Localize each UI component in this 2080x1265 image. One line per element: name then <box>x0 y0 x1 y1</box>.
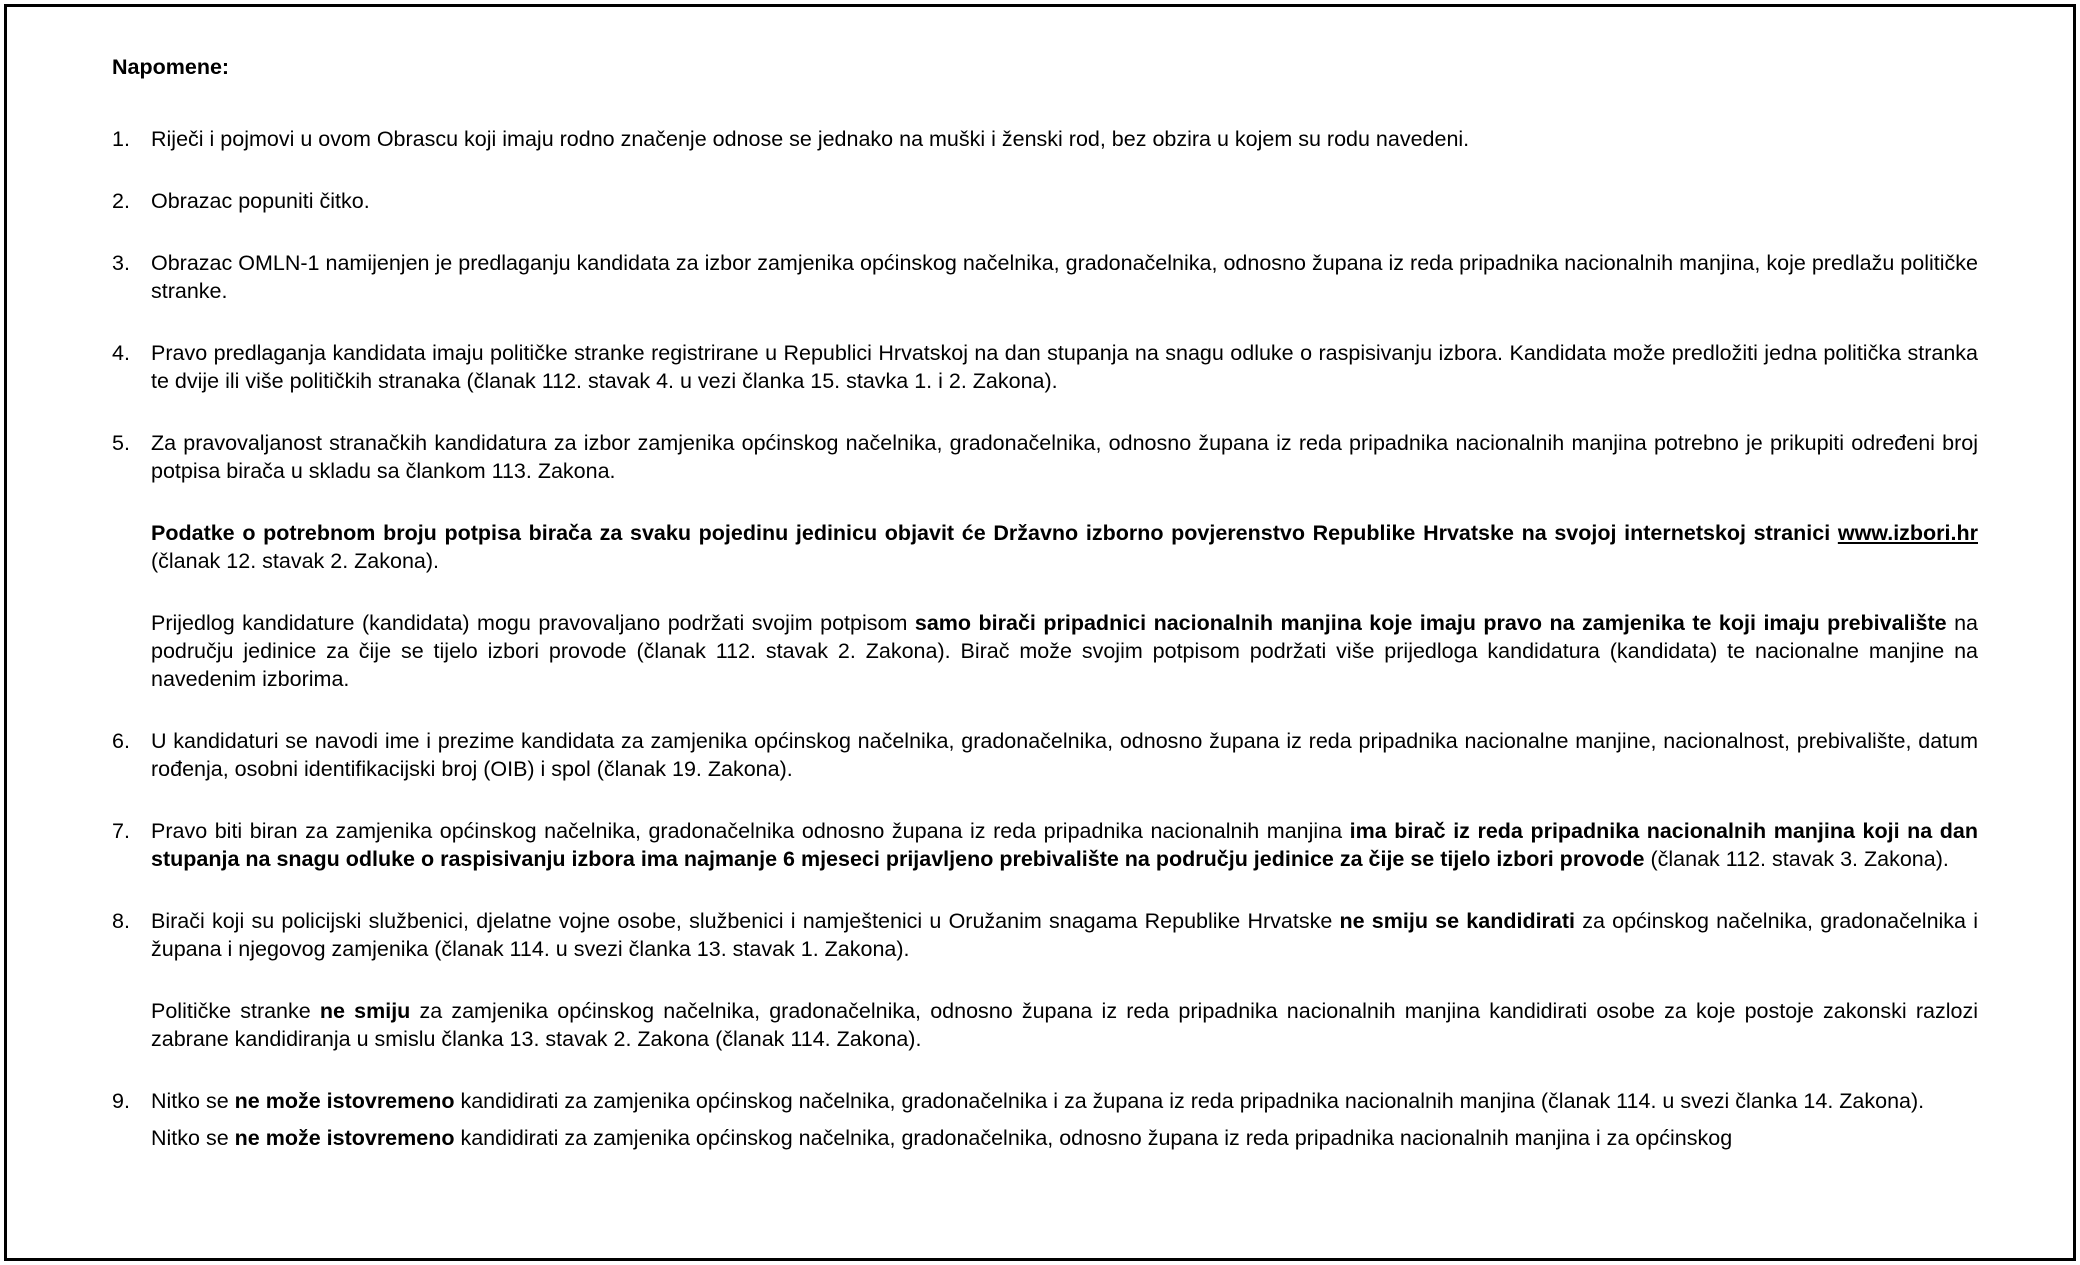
text-segment: ne smiju <box>319 999 411 1023</box>
izbori-link[interactable]: www.izbori.hr <box>1837 521 1978 545</box>
text-segment: Prijedlog kandidature (kandidata) mogu pravovaljano podržati svojim potpisom <box>151 611 915 635</box>
text-segment: na području jedinice za čije se tijelo izbori provode (članak 112. stavak 2. Zakona). Birač može svojim potpisom podržati više prijedloga kandidatura (kandidata) te nacionalne manjine na navedenim izborima. <box>151 611 1978 691</box>
notes-list <box>112 125 1978 1152</box>
note-number: 6. <box>112 729 130 753</box>
text-segment: Obrazac popuniti čitko. <box>151 189 370 213</box>
note-number: 5. <box>112 431 130 455</box>
note-paragraph <box>151 429 1978 485</box>
text-segment: Pravo predlaganja kandidata imaju političke stranke registrirane u Republici Hrvatskoj na dan stupanja na snagu odluke o raspisivanju izbora. Kandidata može predložiti jedna politička stranka te dvije ili više političkih stranaka (članak 112. stavak 4. u vezi članka 15. stavka 1. i 2. Zakona). <box>151 341 1978 393</box>
note-item <box>112 125 1978 153</box>
note-item <box>112 907 1978 1053</box>
note-number: 4. <box>112 341 130 365</box>
text-segment: (članak 12. stavak 2. Zakona). <box>151 549 440 573</box>
note-paragraph <box>151 817 1978 873</box>
note-paragraph <box>151 339 1978 395</box>
text-segment: Obrazac OMLN-1 namijenjen je predlaganju kandidata za izbor zamjenika općinskog načelnika, gradonačelnika, odnosno župana iz reda pripadnika nacionalnih manjina, koje predlažu političke stranke. <box>151 251 1978 303</box>
text-segment: Pravo biti biran za zamjenika općinskog načelnika, gradonačelnika odnosno župana iz reda pripadnika nacionalnih manjina <box>151 819 1350 843</box>
text-segment: (članak 112. stavak 3. Zakona). <box>1644 847 1949 871</box>
note-number: 2. <box>112 189 130 213</box>
note-item <box>112 339 1978 395</box>
note-paragraph <box>151 1124 1978 1152</box>
note-paragraph <box>151 187 1978 215</box>
document-page <box>4 4 2076 1261</box>
text-segment: ima birač iz reda pripadnika nacionalnih manjina koji na dan stupanja na snagu odluke o raspisivanju izbora ima najmanje 6 mjeseci prijavljeno prebivalište na području jedinice za čije se tijelo izbori provode <box>151 819 1978 871</box>
text-segment: ne može istovremeno <box>234 1126 455 1150</box>
note-number: 3. <box>112 251 130 275</box>
text-segment: za zamjenika općinskog načelnika, gradonačelnika, odnosno župana iz reda pripadnika nacionalnih manjina kandidirati osobe za koje postoje zakonski razlozi zabrane kandidiranja u smislu članka 13. stavak 2. Zakona (članak 114. Zakona). <box>151 999 1978 1051</box>
text-segment: Nitko se <box>151 1089 235 1113</box>
note-item <box>112 249 1978 305</box>
text-segment: kandidirati za zamjenika općinskog načelnika, gradonačelnika, odnosno župana iz reda pripadnika nacionalnih manjina i za općinskog <box>454 1126 1733 1150</box>
note-paragraph <box>151 609 1978 693</box>
document-body <box>7 7 2073 1182</box>
note-body <box>151 907 1978 1053</box>
note-paragraph <box>151 727 1978 783</box>
text-segment: Za pravovaljanost stranačkih kandidatura za izbor zamjenika općinskog načelnika, gradonačelnika, odnosno župana iz reda pripadnika nacionalnih manjina potrebno je prikupiti određeni broj potpisa birača u skladu sa člankom 113. Zakona. <box>151 431 1978 483</box>
note-body <box>151 339 1978 395</box>
text-segment: Riječi i pojmovi u ovom Obrascu koji imaju rodno značenje odnose se jednako na muški i ženski rod, bez obzira u kojem su rodu navedeni. <box>151 127 1470 151</box>
text-segment: za općinskog načelnika, gradonačelnika i župana i njegovog zamjenika (članak 114. u svezi članka 13. stavak 1. Zakona). <box>151 909 1979 961</box>
note-item <box>112 187 1978 215</box>
note-paragraph <box>151 519 1978 575</box>
note-body <box>151 1087 1978 1152</box>
note-body <box>151 429 1978 693</box>
notes-heading: Napomene: <box>112 55 230 79</box>
note-paragraph <box>151 997 1978 1053</box>
note-number: 7. <box>112 819 130 843</box>
text-segment: Političke stranke <box>151 999 320 1023</box>
text-segment: Podatke o potrebnom broju potpisa birača za svaku pojedinu jedinicu objavit će Državno izborno povjerenstvo Republike Hrvatske na svojoj internetskoj stranici <box>151 521 1838 545</box>
note-item <box>112 1087 1978 1152</box>
note-paragraph <box>151 249 1978 305</box>
text-segment: U kandidaturi se navodi ime i prezime kandidata za zamjenika općinskog načelnika, gradonačelnika, odnosno župana iz reda pripadnika nacionalne manjine, nacionalnost, prebivalište, datum rođenja, osobni identifikacijski broj (OIB) i spol (članak 19. Zakona). <box>151 729 1978 781</box>
note-item <box>112 817 1978 873</box>
note-body <box>151 817 1978 873</box>
text-segment: Nitko se <box>151 1126 235 1150</box>
text-segment: ne smiju se kandidirati <box>1339 909 1576 933</box>
text-segment: samo birači pripadnici nacionalnih manjina koje imaju pravo na zamjenika te koji imaju prebivalište <box>914 611 1947 635</box>
note-item <box>112 429 1978 693</box>
note-paragraph <box>151 1087 1978 1115</box>
note-number: 9. <box>112 1089 130 1113</box>
note-number: 8. <box>112 909 130 933</box>
note-number: 1. <box>112 127 130 151</box>
text-segment: ne može istovremeno <box>234 1089 455 1113</box>
text-segment: Birači koji su policijski službenici, djelatne vojne osobe, službenici i namještenici u Oružanim snagama Republike Hrvatske <box>151 909 1340 933</box>
note-body <box>151 727 1978 783</box>
note-body <box>151 249 1978 305</box>
text-segment: kandidirati za zamjenika općinskog načelnika, gradonačelnika i za župana iz reda pripadnika nacionalnih manjina (članak 114. u svezi članka 14. Zakona). <box>454 1089 1925 1113</box>
note-paragraph <box>151 907 1978 963</box>
note-item <box>112 727 1978 783</box>
note-body <box>151 187 1978 215</box>
note-body <box>151 125 1978 153</box>
note-paragraph <box>151 125 1978 153</box>
